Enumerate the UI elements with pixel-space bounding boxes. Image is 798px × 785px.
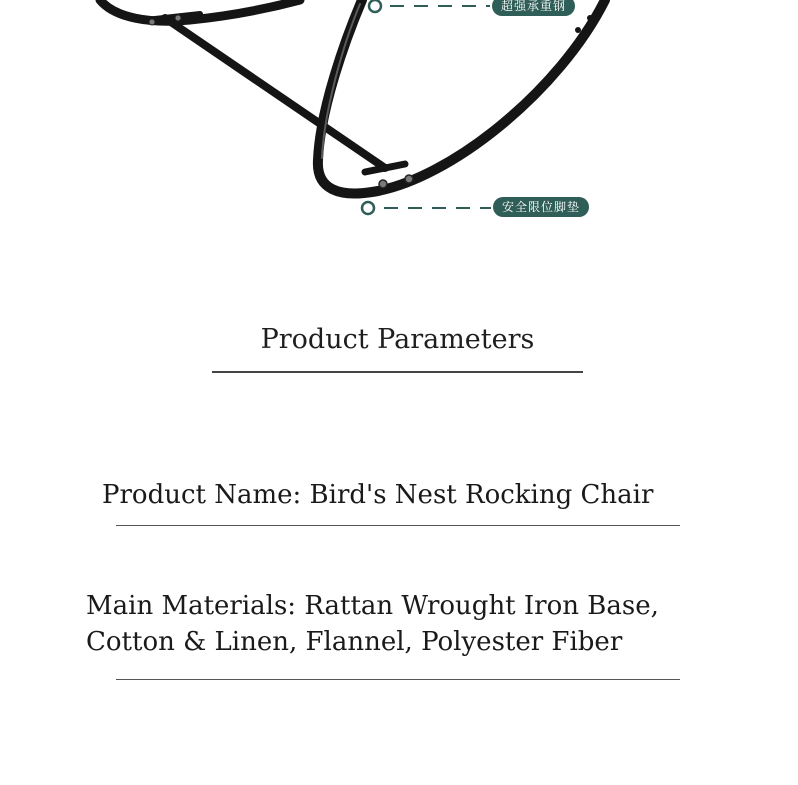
main-materials-text-line2: Cotton & Linen, Flannel, Polyester Fiber [86, 627, 623, 657]
frame-back-arc [100, 0, 300, 21]
product-name-divider [116, 525, 680, 526]
hook-2 [587, 15, 593, 21]
bolt-2 [405, 175, 413, 183]
bolt-1 [379, 180, 387, 188]
bolt-3 [175, 15, 181, 21]
chair-frame-illustration [0, 0, 798, 230]
callout-bottom-marker [362, 202, 374, 214]
callout-label-load-bearing-steel: 超强承重钢 [492, 0, 575, 16]
main-materials-divider [116, 679, 680, 680]
hook-1 [575, 27, 581, 33]
frame-rocker-loop [318, 0, 605, 193]
bolt-4 [149, 19, 155, 25]
callout-label-safety-foot-pad: 安全限位脚垫 [493, 197, 589, 217]
section-title: Product Parameters [260, 324, 535, 355]
product-name-text: Product Name: Bird's Nest Rocking Chair [102, 480, 654, 510]
frame-bracket [365, 164, 405, 172]
callout-top-marker [369, 0, 381, 12]
title-underline [212, 371, 583, 373]
frame-diagonal-strut [165, 18, 385, 168]
main-materials-text-line1: Main Materials: Rattan Wrought Iron Base, [86, 591, 659, 621]
rocking-chair-frame-image [0, 0, 798, 230]
